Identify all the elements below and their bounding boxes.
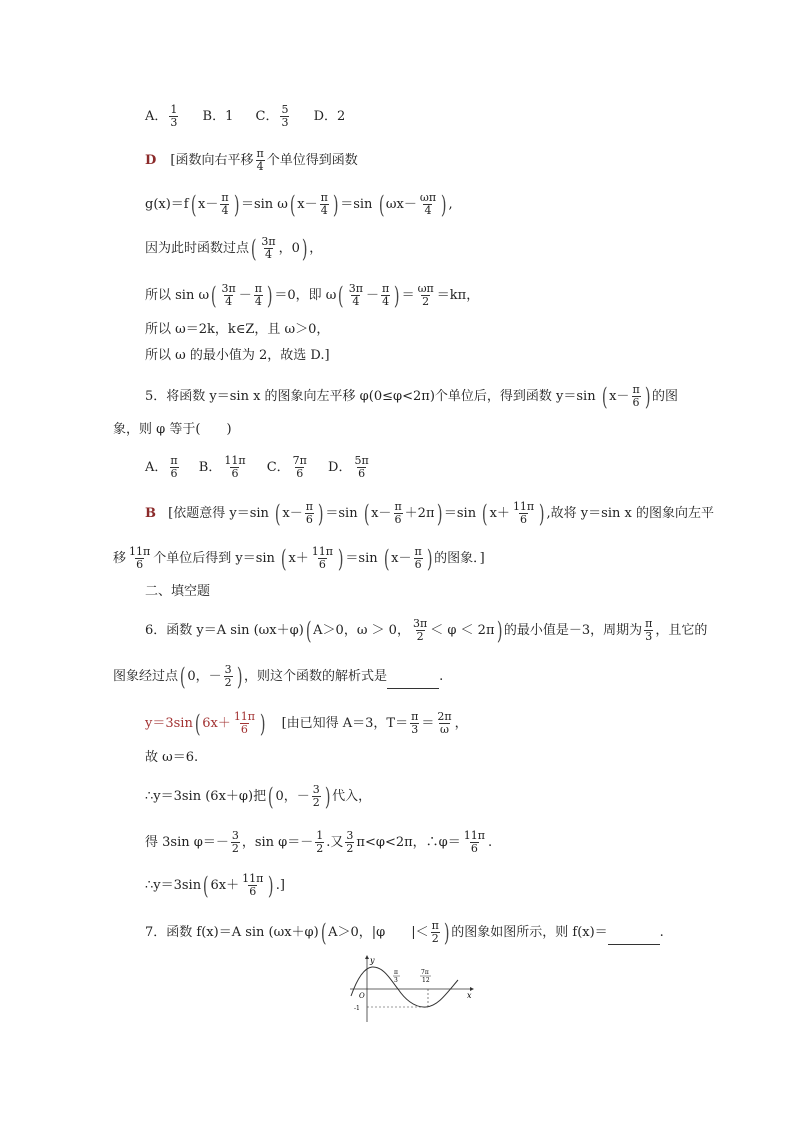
ymin-label: -1 <box>354 1005 360 1012</box>
x-axis-label: x <box>467 991 472 1000</box>
q6-solution-line-1: y＝3sin( 6x＋ $\frac{11\pi}{6}$ ) [由已知得 A＝3，T＝ $\frac{\pi}{3}$ ＝ $\frac{2\pi}{\omega}$ ， <box>145 709 468 738</box>
tick2-numerator: 7π <box>421 969 429 976</box>
q6-stem-line-1: 6．函数 y＝A sin (ωx＋φ)( A＞0，ω ＞ 0， $\frac{3\pi}{2}$ ＜ φ ＜ 2π) 的最小值是－3，周期为 $\frac{\pi}{3}$ ，且它的 <box>145 616 708 645</box>
q6-solution-line-4: 得 3sin φ＝－ $\frac{3}{2}$ ，sin φ＝－ $\frac{1}{2}$ .又 $\frac{3}{2}$ π<φ<2π，∴φ＝ $\frac{11\pi}{6}$ . <box>145 829 493 855</box>
q6-solution-line-3: ∴y＝3sin (6x＋φ)把( 0，－ $\frac{3}{2}$ ) 代入， <box>145 782 372 811</box>
q4-solution-line-1: D [函数向右平移 $\frac{\pi}{4}$ 个单位得到函数 <box>145 147 358 173</box>
q7-stem: 7．函数 f(x)＝A sin (ωx＋φ)( A＞0，|φ |＜ $\frac{\pi}{2}$ ) 的图象如图所示，则 f(x)＝ . <box>145 918 664 947</box>
y-axis-arrow-icon <box>365 955 369 959</box>
y-axis-label: y <box>370 956 375 965</box>
q4-answer: D <box>145 153 157 168</box>
q4-solution-line-2: g(x)＝f( x－ $\frac{\pi}{4}$ ) ＝sin ω( x－ $\frac{\pi}{4}$ ) ＝sin ( ωx－ $\frac{\omega\pi}{4}$ ) , <box>145 190 453 219</box>
tick1-numerator: π <box>394 969 398 976</box>
origin-label: O <box>359 992 365 1000</box>
q4-solution-line-3: 因为此时函数过点( $\frac{3\pi}{4}$ ，0) ， <box>145 234 323 263</box>
q6-solution-line-5: ∴y＝3sin( 6x＋ $\frac{11\pi}{6}$ ) .] <box>145 871 285 900</box>
q6-answer-blank[interactable] <box>387 674 439 689</box>
q4-solution-line-5: 所以 ω＝2k，k∈Z，且 ω＞0， <box>145 322 330 337</box>
q7-function-graph <box>346 954 476 1026</box>
q5-stem-line-1: 5．将函数 y＝sin x 的图象向左平移 φ(0≤φ<2π)个单位后，得到函数 y＝sin ( x－ $\frac{\pi}{6}$ ) 的图 <box>145 382 679 411</box>
section-heading-fill-in: 二、填空题 <box>145 584 211 599</box>
q4-solution-line-4: 所以 sin ω( $\frac{3\pi}{4}$ － $\frac{\pi}{4}$ ) ＝0，即 ω( $\frac{3\pi}{4}$ － $\frac{\pi}{4}$ ) ＝ $\frac{\omega\pi}{2}$ ＝kπ， <box>145 281 480 310</box>
q4-options: A． $\frac{1}{3}$ B．1 C． $\frac{5}{3}$ D．2 <box>145 103 346 129</box>
q5-solution-line-2: 移 $\frac{11\pi}{6}$ 个单位后得到 y＝sin ( x＋ $\frac{11\pi}{6}$ ) ＝sin ( x－ $\frac{\pi}{6}$ ) 的图象．] <box>113 544 485 573</box>
q5-answer: B <box>145 506 156 521</box>
tick1-denominator: 3 <box>394 977 398 984</box>
q7-answer-blank[interactable] <box>608 930 660 945</box>
tick2-denominator: 12 <box>422 977 430 984</box>
q6-solution-line-2: 故 ω＝6. <box>145 750 199 765</box>
q5-stem-line-2: 象，则 φ 等于( ) <box>113 422 232 437</box>
q4-solution-line-6: 所以 ω 的最小值为 2，故选 D.] <box>145 348 330 363</box>
q5-options: A． $\frac{\pi}{6}$ B． $\frac{11\pi}{6}$ C． $\frac{7\pi}{6}$ D． $\frac{5\pi}{6}$ <box>145 454 369 480</box>
q6-stem-line-2: 图象经过点( 0，－ $\frac{3}{2}$ ) ，则这个函数的解析式是 . <box>113 662 444 691</box>
q5-solution-line-1: B [依题意得 y＝sin ( x－ $\frac{\pi}{6}$ ) ＝sin ( x－ $\frac{\pi}{6}$ ＋2π) ＝sin ( x＋ $\frac{11\pi}{6}$ ) ,故将 y＝sin x 的图象向左平 <box>145 499 714 528</box>
